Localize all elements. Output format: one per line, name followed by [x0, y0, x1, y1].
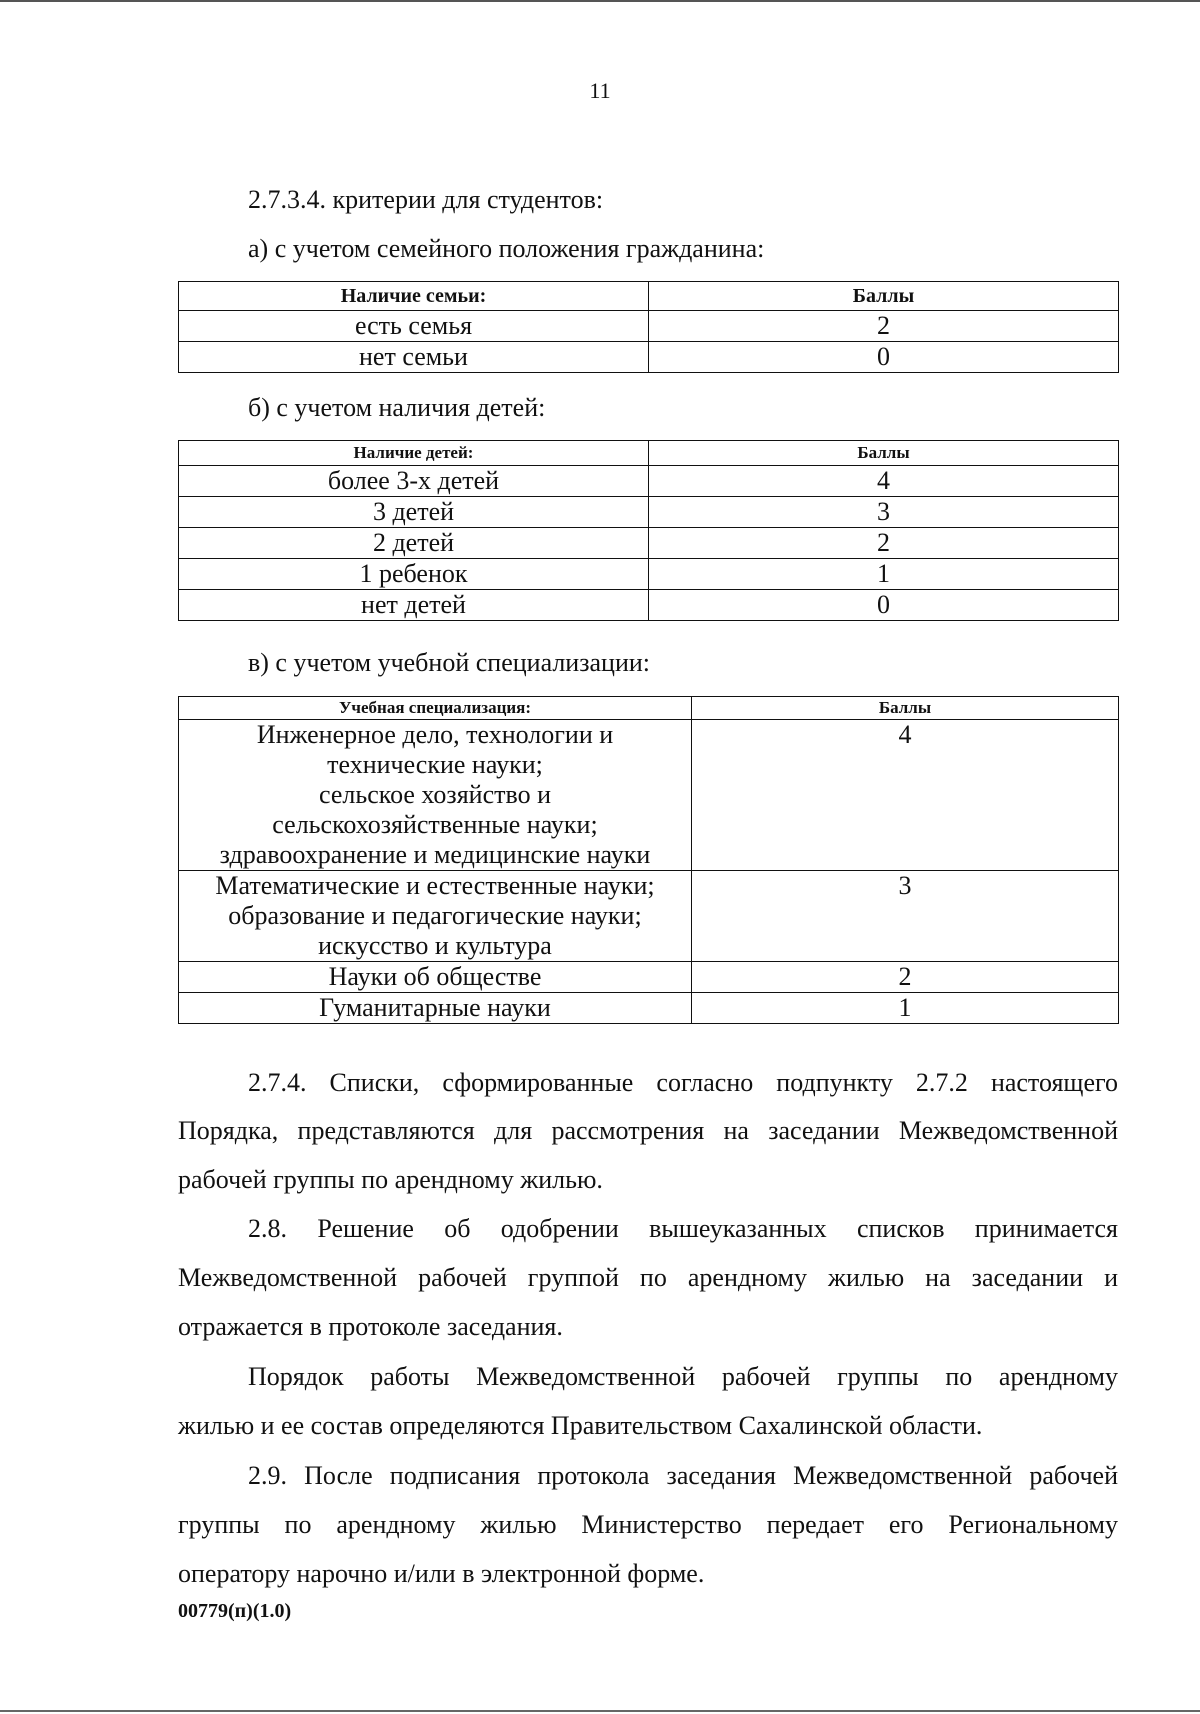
cell-line: здравоохранение и медицинские науки — [219, 840, 651, 869]
cell-line: Инженерное дело, технологии и — [256, 720, 614, 749]
section-b-title: б) с учетом наличия детей: — [248, 393, 546, 422]
table-cell: 2 — [649, 311, 1119, 342]
table-header-row — [179, 697, 1119, 720]
paragraph-line: рабочей группы по арендному жилью. — [178, 1165, 603, 1194]
bottom-border-line — [0, 1710, 1200, 1712]
table-row — [179, 528, 1119, 559]
column-header: Баллы — [649, 282, 1119, 311]
column-header: Наличие детей: — [179, 441, 649, 466]
table-cell: нет детей — [179, 590, 649, 621]
table-cell: 1 — [692, 993, 1119, 1024]
page-number: 11 — [589, 78, 611, 103]
paragraph-line: отражается в протоколе заседания. — [178, 1312, 563, 1341]
table-cell: 2 детей — [179, 528, 649, 559]
table-cell — [179, 871, 692, 962]
table-cell: 3 — [692, 871, 1119, 962]
paragraph-line: Порядка, представляются для рассмотрения на заседании Межведомственной — [178, 1116, 1118, 1145]
table-cell: 2 — [649, 528, 1119, 559]
table-cell: 2 — [692, 962, 1119, 993]
paragraph-line: Порядок работы Межведомственной рабочей группы по арендному — [248, 1362, 1118, 1391]
cell-line: технические науки; — [327, 750, 543, 779]
paragraph-line: 2.7.4. Списки, сформированные согласно подпункту 2.7.2 настоящего — [248, 1068, 1118, 1097]
table-row — [179, 342, 1119, 373]
family-table — [178, 281, 1119, 373]
table-cell: нет семьи — [179, 342, 649, 373]
table-cell: 3 — [649, 497, 1119, 528]
cell-line: сельское хозяйство и — [318, 780, 551, 809]
cell-line: Математические и естественные науки; — [215, 871, 655, 900]
table-header-row — [179, 282, 1119, 311]
table-cell: 1 — [649, 559, 1119, 590]
table-cell — [179, 720, 692, 871]
cell-line: искусство и культура — [318, 931, 552, 960]
paragraph-line: Межведомственной рабочей группой по арендному жилью на заседании и — [178, 1263, 1118, 1292]
table-header-row — [179, 441, 1119, 466]
specialization-table — [178, 696, 1119, 1024]
top-border-line — [0, 0, 1200, 2]
section-heading: 2.7.3.4. критерии для студентов: — [248, 185, 604, 214]
table-row — [179, 871, 1119, 962]
table-cell: есть семья — [179, 311, 649, 342]
table-cell: 0 — [649, 590, 1119, 621]
column-header: Баллы — [692, 697, 1119, 720]
table-row — [179, 720, 1119, 871]
children-table — [178, 440, 1119, 621]
table-cell: 1 ребенок — [179, 559, 649, 590]
paragraph-line: жилью и ее состав определяются Правительством Сахалинской области. — [178, 1411, 983, 1440]
cell-line: сельскохозяйственные науки; — [272, 810, 598, 839]
section-c-title: в) с учетом учебной специализации: — [248, 648, 650, 677]
table-cell: 4 — [649, 466, 1119, 497]
table-cell: Науки об обществе — [179, 962, 692, 993]
table-cell: 3 детей — [179, 497, 649, 528]
column-header: Наличие семьи: — [179, 282, 649, 311]
paragraph-line: оператору нарочно и/или в электронной форме. — [178, 1559, 705, 1588]
paragraph-line: группы по арендному жилью Министерство передает его Региональному — [178, 1510, 1118, 1539]
document-code: 00779(п)(1.0) — [178, 1600, 292, 1622]
cell-line: образование и педагогические науки; — [228, 901, 642, 930]
paragraph-line: 2.9. После подписания протокола заседания Межведомственной рабочей — [248, 1461, 1118, 1490]
table-row — [179, 497, 1119, 528]
table-cell: более 3-х детей — [179, 466, 649, 497]
paragraph-line: 2.8. Решение об одобрении вышеуказанных списков принимается — [248, 1214, 1118, 1243]
table-cell: 4 — [692, 720, 1119, 871]
section-a-title: а) с учетом семейного положения гражданина: — [248, 234, 765, 263]
table-row — [179, 466, 1119, 497]
table-row — [179, 559, 1119, 590]
table-row — [179, 962, 1119, 993]
table-row — [179, 993, 1119, 1024]
column-header: Учебная специализация: — [179, 697, 692, 720]
table-row — [179, 590, 1119, 621]
table-cell: 0 — [649, 342, 1119, 373]
table-cell: Гуманитарные науки — [179, 993, 692, 1024]
column-header: Баллы — [649, 441, 1119, 466]
table-row — [179, 311, 1119, 342]
